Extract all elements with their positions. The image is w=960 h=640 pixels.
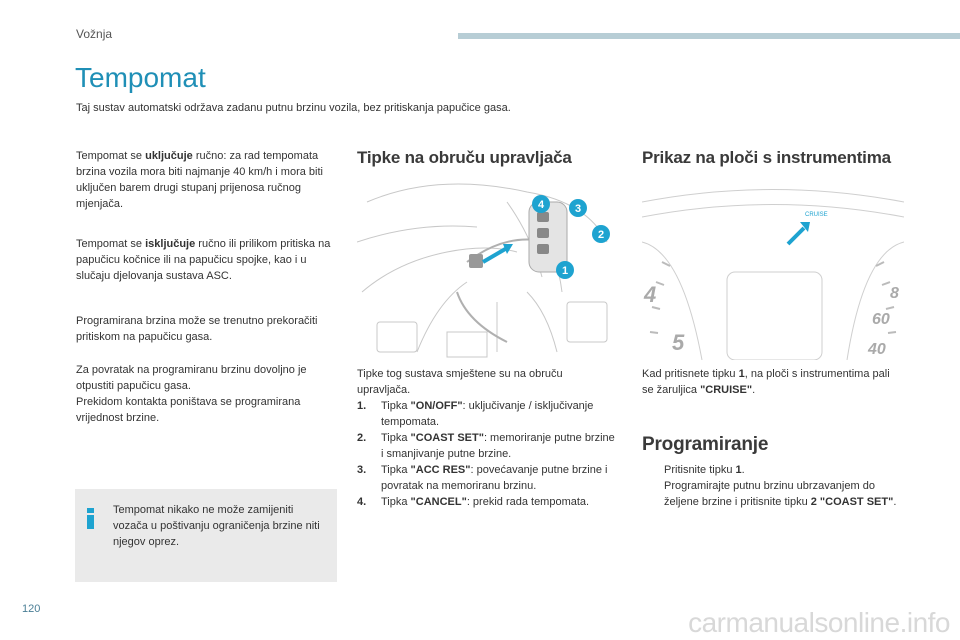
list-item bbox=[642, 478, 904, 510]
page-number: 120 bbox=[22, 603, 41, 615]
heading-steering-buttons: Tipke na obruču upravljača bbox=[357, 148, 572, 167]
paragraph-switch-off bbox=[76, 236, 338, 284]
watermark: carmanualsonline.info bbox=[688, 607, 950, 638]
text: Pritisnite tipku bbox=[664, 464, 736, 476]
steering-wheel-illustration bbox=[357, 182, 619, 360]
instrument-cluster-illustration bbox=[642, 182, 904, 360]
callout-label: 3 bbox=[574, 203, 582, 215]
gauge-number: 5 bbox=[672, 330, 685, 355]
text: . bbox=[741, 464, 745, 476]
text: Tempomat se bbox=[76, 150, 146, 162]
paragraph-reset: Prekidom kontakta poništava se programirana vrijednost brzine. bbox=[76, 396, 301, 424]
text-bold: uključuje bbox=[145, 150, 193, 162]
heading-programming: Programiranje bbox=[642, 434, 769, 455]
text: ručno ili prilikom pritiska na papučicu kočnice ili na papučicu spojke, kao i u slučaju djelovanja sustava ASC. bbox=[76, 238, 331, 282]
gauge-number: 8 bbox=[890, 285, 899, 302]
text: Kad pritisnete tipku bbox=[642, 368, 739, 380]
key-name: "ACC RES" bbox=[410, 464, 471, 476]
intro-text: Taj sustav automatski održava zadanu putnu brzinu vozila, bez pritiskanja papučice gasa. bbox=[76, 102, 511, 114]
item-number: 3. bbox=[357, 464, 367, 476]
list-item bbox=[357, 398, 619, 430]
key-name: "COAST SET" bbox=[410, 432, 484, 444]
key-name: "CANCEL" bbox=[410, 496, 467, 508]
text-bold: 1 bbox=[738, 368, 745, 380]
list-item bbox=[357, 462, 619, 494]
text-bold: 2 "COAST SET" bbox=[810, 496, 894, 508]
page-title: Tempomat bbox=[75, 62, 206, 93]
text: Tipka bbox=[381, 432, 411, 444]
text-bold: "CRUISE" bbox=[700, 384, 753, 396]
text: ručno: za rad tempomata brzina vozila mora biti najmanje 40 km/h i mora biti uključen barem drugi stupanj prijenosa ručnog mjenjača. bbox=[76, 150, 323, 210]
text: Tipka bbox=[381, 464, 411, 476]
callout-label: 2 bbox=[597, 229, 605, 241]
text: . bbox=[893, 496, 897, 508]
paragraph-return: Za povratak na programiranu brzinu dovoljno je otpustiti papučicu gasa. bbox=[76, 364, 307, 392]
text: Programirajte putnu brzinu ubrzavanjem do željene brzine i pritisnite tipku bbox=[664, 480, 875, 508]
gauge-number: 4 bbox=[644, 282, 657, 307]
steering-buttons-list bbox=[357, 398, 619, 510]
item-number: 4. bbox=[357, 496, 367, 508]
info-text: Tempomat nikako ne može zamijeniti vozača u poštivanju ograničenja brzine niti njegov oprez. bbox=[113, 504, 320, 548]
callout-label: 4 bbox=[537, 199, 545, 211]
text: : povećavanje putne brzine i povratak na memoriranu brzinu. bbox=[381, 464, 608, 492]
gauge-number: 40 bbox=[868, 341, 886, 358]
callout-label: 1 bbox=[561, 265, 569, 277]
cruise-indicator-label: CRUISE bbox=[805, 212, 828, 218]
text-bold: isključuje bbox=[145, 238, 196, 250]
gauge-number: 60 bbox=[872, 311, 890, 328]
list-item bbox=[642, 462, 904, 478]
text: Tipka bbox=[381, 400, 411, 412]
programming-list bbox=[642, 462, 904, 510]
steering-buttons-lead: Tipke tog sustava smještene su na obruču upravljača. bbox=[357, 368, 563, 396]
paragraph-switch-on bbox=[76, 148, 338, 212]
text: Tipka bbox=[381, 496, 411, 508]
text: Tempomat se bbox=[76, 238, 146, 250]
item-number: 2. bbox=[357, 432, 367, 444]
heading-instrument-panel: Prikaz na ploči s instrumentima bbox=[642, 148, 891, 167]
text-bold: 1 bbox=[735, 464, 742, 476]
list-item bbox=[357, 430, 619, 462]
info-icon bbox=[87, 508, 95, 528]
instrument-panel-text bbox=[642, 366, 904, 398]
list-item bbox=[357, 494, 619, 510]
header-bar bbox=[458, 33, 960, 39]
text: : uključivanje / isključivanje tempomata. bbox=[381, 400, 594, 428]
paragraph-override: Programirana brzina može se trenutno prekoračiti pritiskom na papučicu gasa. bbox=[76, 315, 318, 343]
item-number: 1. bbox=[357, 400, 367, 412]
section-label: Vožnja bbox=[76, 27, 113, 41]
text: , na ploči s instrumentima pali se žaruljica bbox=[642, 368, 890, 396]
pointer-arrow bbox=[788, 228, 804, 244]
text: : memoriranje putne brzine i smanjivanje putne brzine. bbox=[381, 432, 615, 460]
text: . bbox=[752, 384, 756, 396]
text: : prekid rada tempomata. bbox=[466, 496, 590, 508]
key-name: "ON/OFF" bbox=[410, 400, 463, 412]
